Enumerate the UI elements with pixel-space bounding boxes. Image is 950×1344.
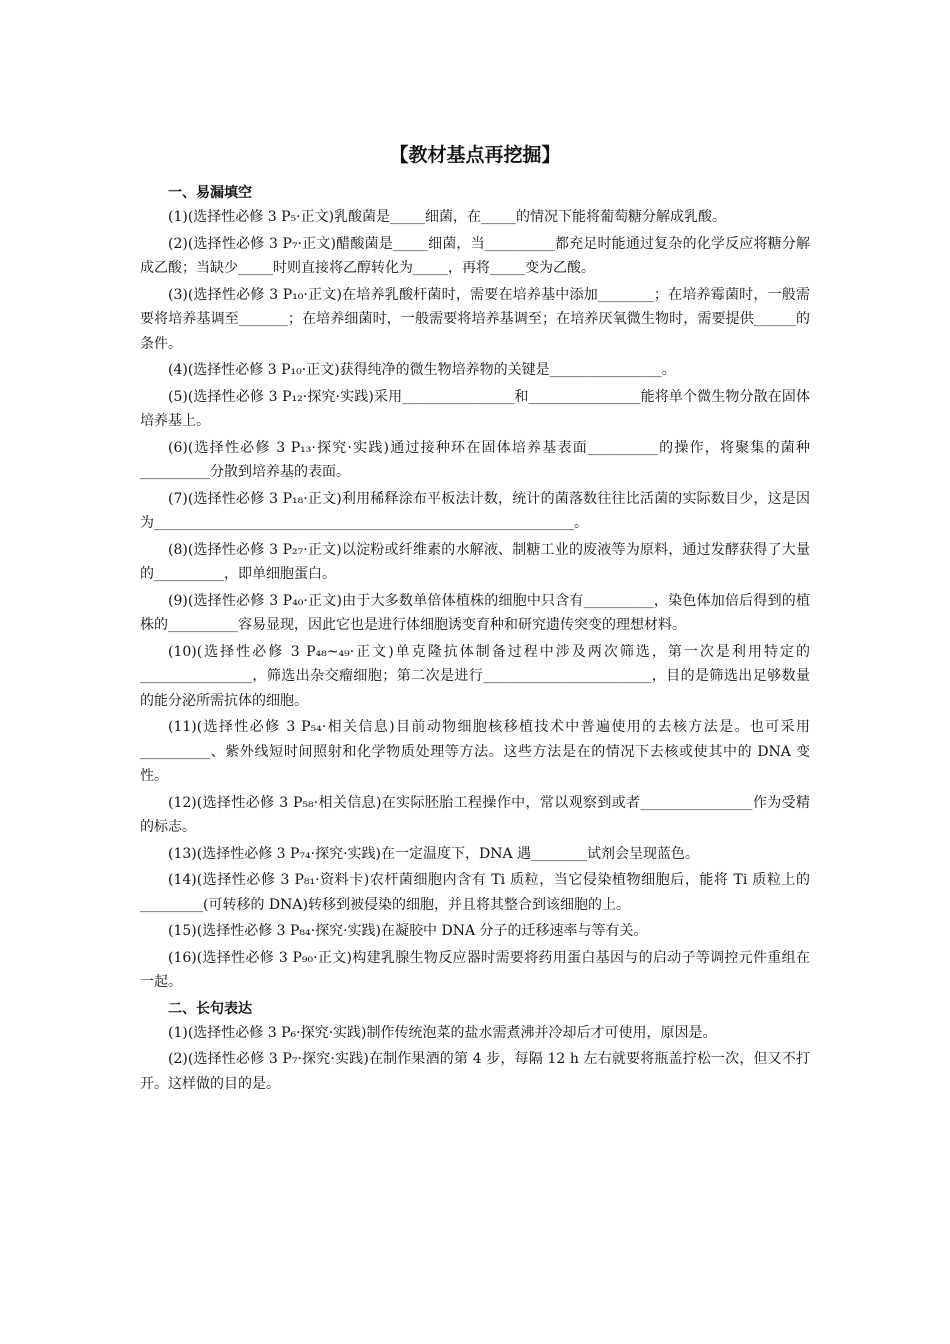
document-page xyxy=(140,140,810,1098)
question-item: (1)(选择性必修 3 P₅·正文)乳酸菌是_____细菌，在_____的情况下能将葡萄糖分解成乳酸。 xyxy=(168,209,727,225)
section-heading-long-answer: 二、长句表达 xyxy=(168,1000,252,1017)
question-item: (8)(选择性必修 3 P₂₇·正文)以淀粉或纤维素的水解液、制糖工业的废液等为原料，通过发酵获得了大量的__________，即单细胞蛋白。 xyxy=(140,541,810,582)
section-heading-fill-blank: 一、易漏填空 xyxy=(168,185,252,201)
question-item: (1)(选择性必修 3 P₆·探究·实践)制作传统泡菜的盐水需煮沸并冷却后才可使用，原因是。 xyxy=(168,1024,717,1041)
question-item: (13)(选择性必修 3 P₇₄·探究·实践)在一定温度下，DNA 遇________试剂会呈现蓝色。 xyxy=(168,845,700,862)
question-item: (12)(选择性必修 3 P₅₈·相关信息)在实际胚胎工程操作中，常以观察到或者________________作为受精的标志。 xyxy=(140,794,810,835)
question-item: (4)(选择性必修 3 P₁₀·正文)获得纯净的微生物培养物的关键是________________。 xyxy=(168,362,676,378)
question-item: (2)(选择性必修 3 P₇·正文)醋酸菌是_____细菌，当__________都充足时能通过复杂的化学反应将糖分解成乙酸；当缺少_____时则直接将乙醇转化为_____，再将_____变为乙酸。 xyxy=(140,235,810,276)
question-item: (5)(选择性必修 3 P₁₂·探究·实践)采用________________和________________能将单个微生物分散在固体培养基上。 xyxy=(140,388,810,429)
question-item: (14)(选择性必修 3 P₈₁·资料卡)农杆菌细胞内含有 Ti 质粒，当它侵染植物细胞后，能将 Ti 质粒上的_________(可转移的 DNA)转移到被侵染的细胞，并且将其整合到该细胞的上。 xyxy=(140,872,810,913)
question-item: (15)(选择性必修 3 P₈₄·探究·实践)在凝胶中 DNA 分子的迁移速率与等有关。 xyxy=(168,923,648,939)
question-item: (6)(选择性必修 3 P₁₃·探究·实践)通过接种环在固体培养基表面__________的操作，将聚集的菌种__________分散到培养基的表面。 xyxy=(140,439,810,480)
question-item: (16)(选择性必修 3 P₉₀·正文)构建乳腺生物反应器时需要将药用蛋白基因与的启动子等调控元件重组在一起。 xyxy=(140,949,810,990)
question-item: (9)(选择性必修 3 P₄₀·正文)由于大多数单倍体植株的细胞中只含有__________，染色体加倍后得到的植株的__________容易显现，因此它也是进行体细胞诱变育种和研究遗传突变的理想材料。 xyxy=(140,592,810,633)
question-item: (7)(选择性必修 3 P₁₈·正文)利用稀释涂布平板法计数，统计的菌落数往往比活菌的实际数目少，这是因为____________________________________________________________。 xyxy=(140,490,810,531)
question-item: (3)(选择性必修 3 P₁₀·正文)在培养乳酸杆菌时，需要在培养基中添加________；在培养霉菌时，一般需要将培养基调至_______；在培养细菌时，一般需要将培养基调至；在培养厌氧微生物时，需要提供______的条件。 xyxy=(140,286,810,352)
question-item: (10)(选择性必修 3 P₄₈~₄₉·正文)单克隆抗体制备过程中涉及两次筛选，第一次是利用特定的________________，筛选出杂交瘤细胞；第二次是进行________________________，目的是筛选出足够数量的能分泌所需抗体的细胞。 xyxy=(140,643,810,709)
question-item: (11)(选择性必修 3 P₅₄·相关信息)目前动物细胞核移植技术中普遍使用的去核方法是。也可采用__________、紫外线短时间照射和化学物质处理等方法。这些方法是在的情况下去核或使其中的 DNA 变性。 xyxy=(140,719,810,784)
page-title: 【教材基点再挖掘】 xyxy=(389,144,561,166)
question-item: (2)(选择性必修 3 P₇·探究·实践)在制作果酒的第 4 步，每隔 12 h 左右就要将瓶盖拧松一次，但又不打开。这样做的目的是。 xyxy=(140,1051,810,1092)
